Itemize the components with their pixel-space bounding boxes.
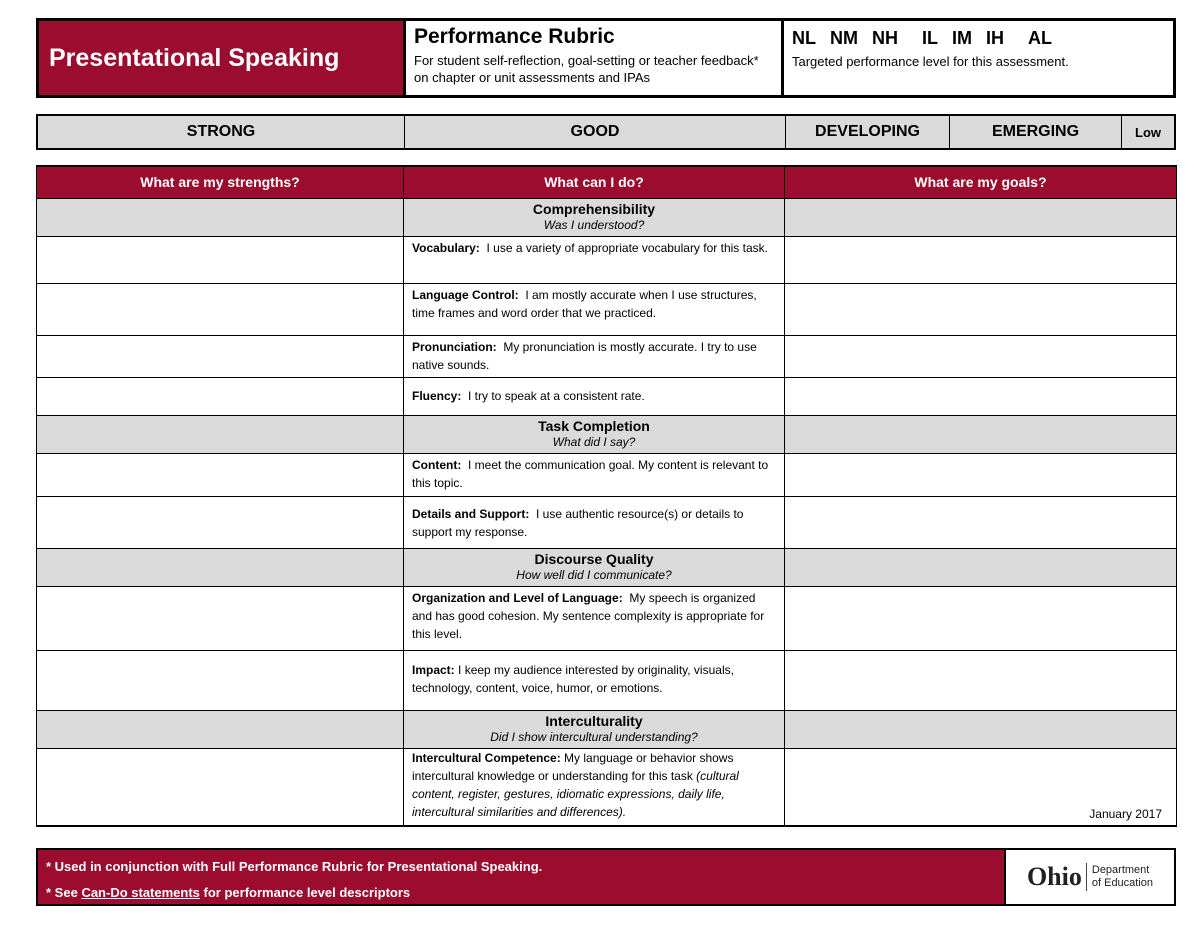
strengths-cell[interactable] [37, 748, 404, 826]
criterion-label: Organization and Level of Language: [412, 590, 623, 605]
strengths-cell[interactable] [37, 710, 404, 748]
criterion-label: Vocabulary: [412, 240, 480, 255]
goals-cell[interactable] [785, 548, 1177, 586]
col-strengths: What are my strengths? [37, 166, 404, 198]
can-do-statements-link[interactable]: Can-Do statements [81, 885, 200, 900]
criterion-label: Content: [412, 457, 462, 472]
col-goals: What are my goals? [785, 166, 1177, 198]
strengths-cell[interactable] [37, 415, 404, 453]
strengths-cell[interactable] [37, 198, 404, 236]
criterion-text: I am mostly accurate when I use structures, time frames and word order that we practiced. [412, 287, 757, 320]
section-row-task-completion [37, 415, 1177, 453]
section-row-interculturality [37, 710, 1177, 748]
ohio-logo-wordmark: Ohio [1026, 862, 1082, 891]
target-level-caption: Targeted performance level for this assessment. [792, 54, 1069, 69]
target-level-block [784, 21, 1173, 95]
strengths-cell[interactable] [37, 377, 404, 415]
criterion-row-fluency [37, 377, 1177, 415]
criterion-examples: (cultural content, register, gestures, idiomatic expressions, daily life, intercultural similarities and differences). [412, 768, 739, 819]
section-title: Discourse Quality [534, 550, 654, 567]
goals-cell[interactable] [785, 748, 1177, 826]
level-il[interactable]: IL [922, 28, 938, 48]
goals-cell[interactable] [785, 496, 1177, 548]
goals-cell[interactable] [785, 650, 1177, 710]
scale-low[interactable]: Low [1135, 124, 1161, 140]
rubric-table [36, 165, 1177, 827]
criterion-row-language-control [37, 283, 1177, 335]
strengths-cell[interactable] [37, 453, 404, 496]
ohio-education-logo [1004, 850, 1174, 904]
criterion-label: Fluency: [412, 388, 462, 403]
section-subtitle: What did I say? [552, 434, 636, 449]
level-im[interactable]: IM [952, 28, 972, 48]
footer-bar [36, 848, 1176, 906]
goals-cell[interactable] [785, 283, 1177, 335]
criterion-label: Details and Support: [412, 506, 530, 521]
goals-cell[interactable] [785, 415, 1177, 453]
section-subtitle: Was I understood? [543, 217, 645, 232]
criterion-text: My pronunciation is mostly accurate. I try to use native sounds. [412, 339, 757, 372]
strengths-cell[interactable] [37, 496, 404, 548]
criterion-label: Impact: [412, 662, 455, 677]
section-row-comprehensibility [37, 198, 1177, 236]
criterion-row-intercultural-competence [37, 748, 1177, 826]
footer-notes [38, 850, 1004, 904]
logo-department-text: Department of Education [1091, 864, 1154, 889]
column-header-row [37, 166, 1177, 198]
criterion-row-content [37, 453, 1177, 496]
goals-cell[interactable] [785, 236, 1177, 283]
goals-cell[interactable] [785, 198, 1177, 236]
section-subtitle: Did I show intercultural understanding? [490, 729, 698, 744]
criterion-text: I use authentic resource(s) or details to support my response. [412, 506, 744, 539]
goals-cell[interactable] [785, 453, 1177, 496]
strengths-cell[interactable] [37, 283, 404, 335]
goals-cell[interactable] [785, 586, 1177, 650]
strengths-cell[interactable] [37, 586, 404, 650]
goals-cell[interactable] [785, 710, 1177, 748]
section-title: Comprehensibility [532, 200, 656, 217]
level-ih[interactable]: IH [986, 28, 1004, 48]
level-nh[interactable]: NH [872, 28, 898, 48]
level-nl[interactable]: NL [792, 28, 816, 48]
strengths-cell[interactable] [37, 548, 404, 586]
scale-emerging[interactable]: EMERGING [950, 116, 1122, 148]
strengths-cell[interactable] [37, 335, 404, 377]
criterion-text: My speech is organized and has good cohesion. My sentence complexity is appropriate for this level. [412, 590, 765, 641]
rating-scale [36, 114, 1176, 150]
goals-cell[interactable] [785, 377, 1177, 415]
col-can-do: What can I do? [404, 166, 785, 198]
scale-good[interactable]: GOOD [405, 116, 786, 148]
criterion-text: I use a variety of appropriate vocabulary for this task. [486, 240, 768, 255]
level-nm[interactable]: NM [830, 28, 858, 48]
section-subtitle: How well did I communicate? [516, 567, 672, 582]
criterion-text: I try to speak at a consistent rate. [468, 388, 645, 403]
criterion-text: I meet the communication goal. My content is relevant to this topic. [412, 457, 769, 490]
level-options [792, 26, 1165, 50]
page-title: Presentational Speaking [39, 21, 406, 95]
rubric-header [36, 18, 1176, 98]
criterion-row-pronunciation [37, 335, 1177, 377]
criterion-label: Intercultural Competence: [412, 750, 561, 765]
footer-note-1: * Used in conjunction with Full Performance Rubric for Presentational Speaking. [46, 859, 543, 874]
section-title: Task Completion [538, 417, 650, 434]
performance-rubric-block [406, 21, 784, 95]
performance-rubric-title: Performance Rubric [414, 25, 615, 48]
scale-strong[interactable]: STRONG [38, 116, 405, 148]
criterion-text: I keep my audience interested by originality, visuals, technology, content, voice, humor, or emotions. [412, 662, 734, 695]
revision-date: January 2017 [1089, 807, 1162, 821]
goals-cell[interactable] [785, 335, 1177, 377]
criterion-row-details-support [37, 496, 1177, 548]
criterion-row-organization [37, 586, 1177, 650]
level-al[interactable]: AL [1028, 28, 1052, 48]
criterion-row-impact [37, 650, 1177, 710]
criterion-row-vocabulary [37, 236, 1177, 283]
section-row-discourse-quality [37, 548, 1177, 586]
logo-divider [1086, 863, 1087, 891]
criterion-text: My language or behavior shows intercultural knowledge or understanding for this task [412, 750, 734, 783]
performance-rubric-subtitle: For student self-reflection, goal-setting or teacher feedback* on chapter or unit assessments and IPAs [414, 53, 759, 85]
scale-developing[interactable]: DEVELOPING [786, 116, 950, 148]
strengths-cell[interactable] [37, 650, 404, 710]
criterion-label: Pronunciation: [412, 339, 497, 354]
section-title: Interculturality [545, 712, 643, 729]
strengths-cell[interactable] [37, 236, 404, 283]
criterion-label: Language Control: [412, 287, 519, 302]
footer-note-2: * See Can-Do statements for performance level descriptors [46, 885, 411, 900]
